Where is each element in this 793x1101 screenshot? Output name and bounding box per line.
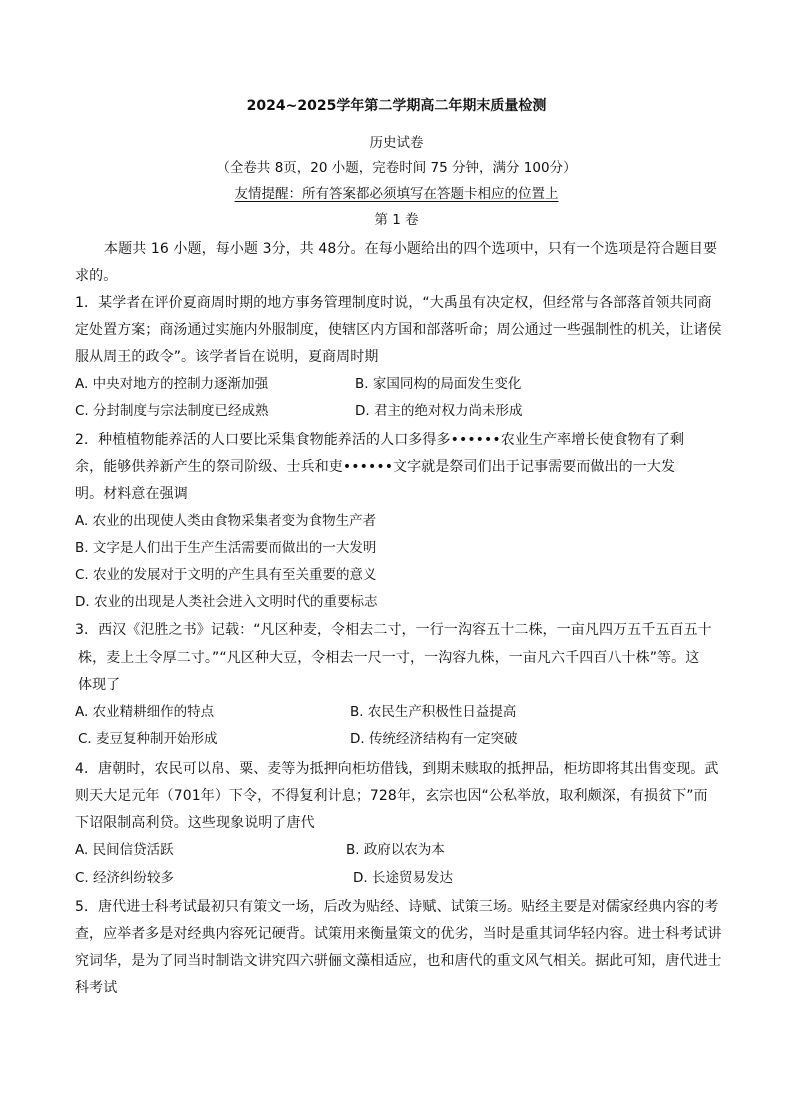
option-4c: C. 经济纠纷较多: [75, 870, 175, 886]
option-4d: D. 长途贸易发达: [353, 870, 453, 886]
option-3d: D. 传统经济结构有一定突破: [350, 731, 518, 747]
question-5-line: 科考试: [75, 980, 118, 996]
question-1-line: 定处置方案；商汤通过实施内外服制度，使辖区内方国和部落听命；周公通过一些强制性的机关，让诸侯: [75, 322, 722, 338]
question-2-line: 2．种植植物能养活的人口要比采集食物能养活的人口多得多••••••农业生产率增长使食物有了剩: [75, 432, 685, 448]
option-3b: B. 农民生产积极性日益提高: [350, 704, 517, 720]
option-2a: A. 农业的出现使人类由食物采集者变为食物生产者: [75, 513, 377, 529]
question-5-line: 查，应举者多是对经典内容死记硬背。试策用来衡量策文的优劣，当时是重其词华轻内容。进士科考试讲: [75, 926, 722, 942]
question-3-line: 3．西汉《氾胜之书》记载：“凡区种麦，令相去二寸，一行一沟容五十二株，一亩凡四万五千五百五十: [75, 622, 712, 638]
question-4-line: 下诏限制高利贷。这些现象说明了唐代: [75, 815, 315, 831]
option-2b: B. 文字是人们出于生产生活需要而做出的一大发明: [75, 540, 377, 556]
option-3a: A. 农业精耕细作的特点: [75, 704, 215, 720]
option-3c: C. 麦豆复种制开始形成: [78, 731, 218, 747]
subject-title: 历史试卷: [369, 135, 424, 151]
question-3-line: 体现了: [78, 677, 121, 693]
instructions-line: 求的。: [75, 268, 118, 284]
option-1c: C. 分封制度与宗法制度已经成熟: [75, 403, 269, 419]
exam-title: 2024~2025学年第二学期高二年期末质量检测: [246, 98, 547, 114]
instructions-line: 本题共 16 小题，每小题 3分，共 48分。在每小题给出的四个选项中，只有一个选项是符合题目要: [104, 241, 718, 257]
question-1-line: 1．某学者在评价夏商周时期的地方事务管理制度时说，“大禹虽有决定权，但经常与各部落首领共同商: [75, 295, 712, 311]
question-3-line: 株，麦上土令厚二寸。”“凡区种大豆，令相去一尺一寸，一沟容九株，一亩凡六千四百八十株”等。这: [78, 650, 700, 666]
question-5-line: 5．唐代进士科考试最初只有策文一场，后改为贴经、诗赋、试策三场。贴经主要是对儒家经典内容的考: [75, 899, 719, 915]
option-4a: A. 民间信贷活跃: [75, 842, 174, 858]
option-1b: B. 家国同构的局面发生变化: [355, 376, 522, 392]
question-5-line: 究词华，是为了同当时制诰文讲究四六骈俪文藻相适应，也和唐代的重文风气相关。据此可知，唐代进士: [75, 953, 722, 969]
question-1-line: 服从周王的政令”。该学者旨在说明，夏商周时期: [75, 349, 379, 365]
option-4b: B. 政府以农为本: [346, 842, 445, 858]
question-2-line: 余，能够供养新产生的祭司阶级、士兵和吏••••••文字就是祭司们出于记事需要而做出的一大发: [75, 459, 676, 475]
question-2-line: 明。材料意在强调: [75, 486, 188, 502]
volume-label: 第 1 卷: [374, 212, 419, 228]
option-2c: C. 农业的发展对于文明的产生具有至关重要的意义: [75, 567, 377, 583]
question-4-line: 则天大足元年（701年）下令，不得复利计息；728年，玄宗也因“公私举放，取利颇深，有损贫下”而: [75, 788, 708, 804]
question-4-line: 4．唐朝时，农民可以帛、粟、麦等为抵押向柜坊借钱，到期未赎取的抵押品，柜坊即将其出售变现。武: [75, 761, 719, 777]
option-1a: A. 中央对地方的控制力逐渐加强: [75, 376, 269, 392]
option-1d: D. 君主的绝对权力尚未形成: [355, 403, 523, 419]
exam-info: （全卷共 8页，20 小题，完卷时间 75 分钟，满分 100分）: [216, 160, 577, 176]
reminder-text: 友情提醒：所有答案都必须填写在答题卡相应的位置上: [234, 186, 559, 202]
reminder: [0, 185, 793, 203]
option-2d: D. 农业的出现是人类社会进入文明时代的重要标志: [75, 594, 378, 610]
